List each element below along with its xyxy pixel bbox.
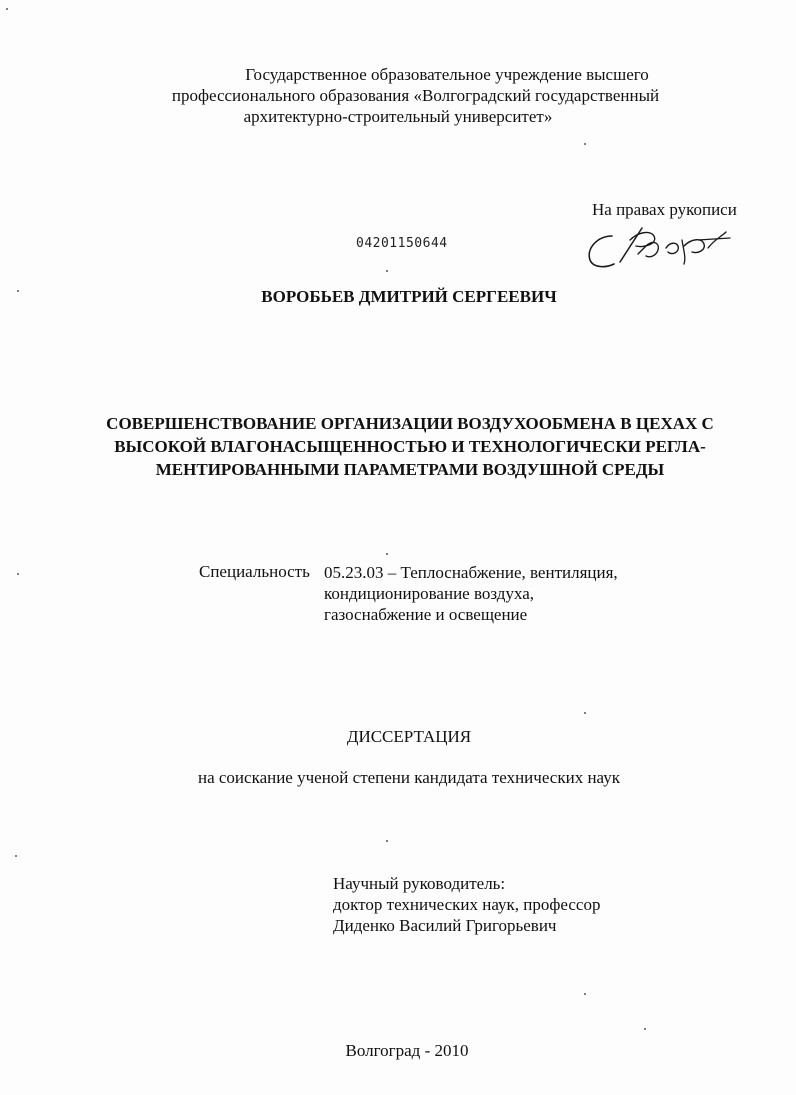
title-line-3: МЕНТИРОВАННЫМИ ПАРАМЕТРАМИ ВОЗДУШНОЙ СРЕДЫ	[155, 460, 665, 479]
degree-statement: на соискание ученой степени кандидата технических наук	[197, 768, 620, 787]
scan-speck	[386, 270, 388, 272]
institution-line-1: Государственное образовательное учреждение высшего	[245, 65, 649, 84]
title-line-1: СОВЕРШЕНСТВОВАНИЕ ОРГАНИЗАЦИИ ВОЗДУХООБМЕНА В ЦЕХАХ С	[106, 414, 714, 433]
supervisor-name: Диденко Василий Григорьевич	[333, 916, 557, 935]
institution-line-3: архитектурно-строительный университет»	[243, 107, 553, 126]
handwritten-signature-icon	[580, 218, 740, 274]
scan-speck	[386, 840, 388, 842]
dissertation-title	[60, 412, 760, 481]
title-line-2: ВЫСОКОЙ ВЛАГОНАСЫЩЕННОСТЬЮ И ТЕХНОЛОГИЧЕСКИ РЕГЛА-	[114, 437, 706, 456]
author-name: ВОРОБЬЕВ ДМИТРИЙ СЕРГЕЕВИЧ	[261, 287, 557, 306]
scan-speck	[644, 1028, 646, 1030]
specialty-line-3: газоснабжение и освещение	[324, 605, 528, 624]
institution-name	[0, 64, 796, 127]
scan-speck	[584, 712, 586, 714]
supervisor-block	[333, 873, 600, 936]
specialty-label: Специальность	[199, 562, 310, 581]
supervisor-credentials: доктор технических наук, профессор	[333, 895, 601, 914]
scan-speck	[15, 855, 17, 857]
specialty-line-2: кондиционирование воздуха,	[324, 584, 535, 603]
city-year: Волгоград - 2010	[345, 1041, 469, 1060]
scan-speck	[6, 8, 8, 10]
scan-speck	[17, 290, 19, 292]
scan-speck	[17, 573, 19, 575]
scan-speck	[584, 993, 586, 995]
inventory-number: 04201150644	[356, 236, 448, 251]
document-type: ДИССЕРТАЦИЯ	[346, 727, 472, 746]
scan-speck	[584, 143, 586, 145]
specialty-line-1: 05.23.03 – Теплоснабжение, вентиляция,	[324, 563, 618, 582]
supervisor-role: Научный руководитель:	[333, 874, 506, 893]
scan-speck	[386, 553, 388, 555]
specialty-description	[324, 562, 618, 625]
rights-note: На правах рукописи	[592, 200, 737, 219]
institution-line-2: профессионального образования «Волгоградский государственный	[171, 86, 660, 105]
